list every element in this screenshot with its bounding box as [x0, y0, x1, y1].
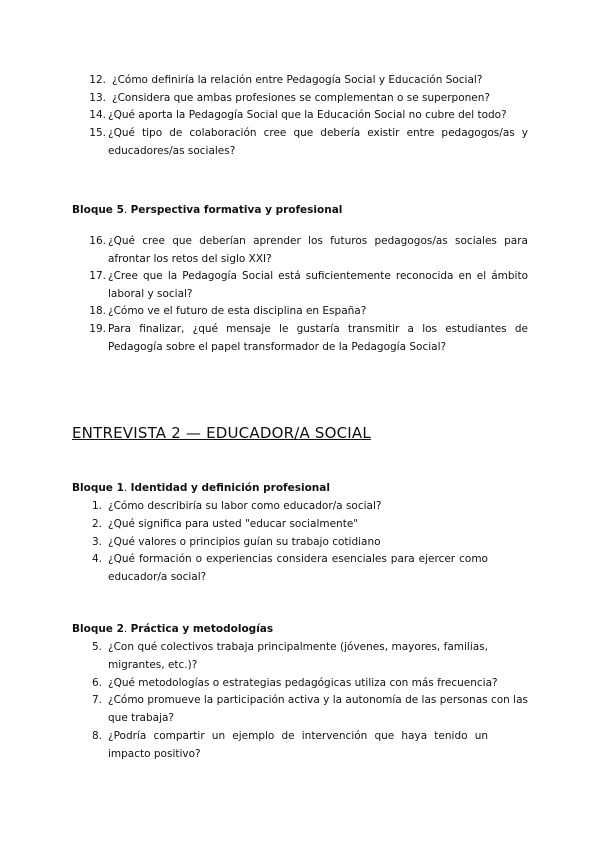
question-number: 19.: [89, 323, 106, 335]
question-text: ¿Qué cree que deberían aprender los futuros pedagogos/as sociales para afrontar los retos del siglo XXI?: [108, 235, 528, 265]
question-number: 16.: [89, 235, 106, 247]
question-number: 2.: [91, 518, 102, 530]
question-text: ¿Cómo describiría su labor como educador/a social?: [108, 500, 382, 512]
block-1-heading: [72, 482, 330, 494]
question-text: ¿Cree que la Pedagogía Social está suficientemente reconocida en el ámbito laboral y social?: [108, 270, 528, 300]
question-text: ¿Qué valores o principios guían su trabajo cotidiano: [108, 536, 381, 548]
block-2-heading: [72, 623, 273, 635]
block-separator: .: [123, 482, 131, 494]
question-number: 6.: [91, 677, 102, 689]
question-text: ¿Considera que ambas profesiones se complementan o se superponen?: [112, 92, 490, 104]
question-text: ¿Qué tipo de colaboración cree que debería existir entre pedagogos/as y educadores/as sociales?: [108, 127, 528, 157]
block-title: Identidad y definición profesional: [130, 482, 330, 494]
question-number: 5.: [91, 641, 102, 653]
question-number: 15.: [89, 127, 106, 139]
block-5-heading: [72, 204, 342, 216]
question-number: 8.: [91, 730, 102, 742]
question-number: 13.: [89, 92, 106, 104]
question-text: ¿Qué aporta la Pedagogía Social que la Educación Social no cubre del todo?: [108, 109, 507, 121]
question-number: 1.: [91, 500, 102, 512]
question-text: ¿Qué formación o experiencias considera esenciales para ejercer como educador/a social?: [108, 553, 488, 583]
question-number: 7.: [91, 694, 102, 706]
question-number: 3.: [91, 536, 102, 548]
block-label: Bloque 2: [72, 623, 124, 635]
block-separator: .: [123, 623, 131, 635]
question-number: 12.: [89, 74, 106, 86]
question-text: Para finalizar, ¿qué mensaje le gustaría transmitir a los estudiantes de Pedagogía sobre el papel transformador de la Pedagogía Social?: [108, 323, 528, 353]
question-text: ¿Cómo promueve la participación activa y la autonomía de las personas con las que trabaja?: [108, 694, 528, 724]
block-label: Bloque 1: [72, 482, 124, 494]
question-text: ¿Cómo definiría la relación entre Pedagogía Social y Educación Social?: [112, 74, 483, 86]
question-text: ¿Qué metodologías o estrategias pedagógicas utiliza con más frecuencia?: [108, 677, 498, 689]
block-title: Perspectiva formativa y profesional: [130, 204, 343, 216]
block-title: Práctica y metodologías: [130, 623, 274, 635]
question-number: 18.: [89, 305, 106, 317]
question-text: ¿Podría compartir un ejemplo de intervención que haya tenido un impacto positivo?: [108, 730, 488, 760]
question-text: ¿Cómo ve el futuro de esta disciplina en España?: [108, 305, 367, 317]
question-number: 17.: [89, 270, 106, 282]
question-text: ¿Con qué colectivos trabaja principalmente (jóvenes, mayores, familias, migrantes, etc.)?: [108, 641, 488, 671]
question-number: 4.: [91, 553, 102, 565]
block-label: Bloque 5: [72, 204, 124, 216]
question-text: ¿Qué significa para usted "educar socialmente": [108, 518, 359, 530]
interview-2-title: ENTREVISTA 2 — EDUCADOR/A SOCIAL: [72, 424, 371, 442]
block-separator: .: [123, 204, 131, 216]
question-number: 14.: [89, 109, 106, 121]
